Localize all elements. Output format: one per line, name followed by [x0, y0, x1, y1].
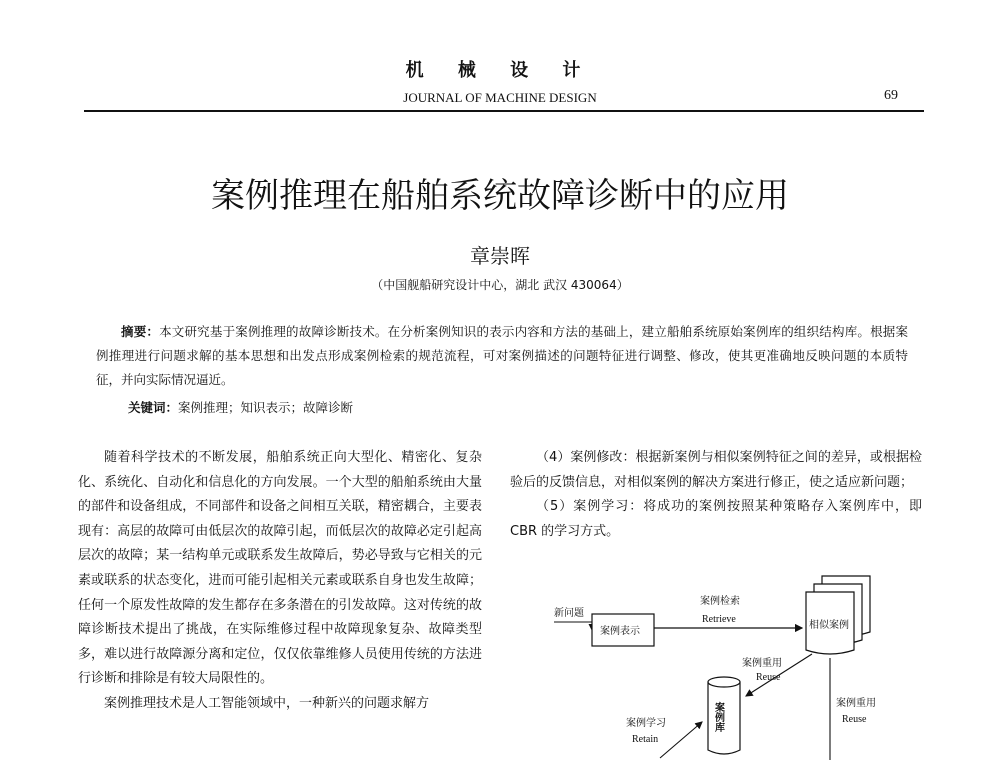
- retrieve-cn-label: 案例检索: [700, 596, 740, 607]
- cbr-cycle-diagram: [550, 570, 910, 760]
- page-number: 69: [884, 88, 898, 103]
- case-base-cylinder-top: [708, 677, 740, 687]
- case-representation-label: 案例表示: [600, 626, 640, 637]
- body-paragraph: （4）案例修改：根据新案例与相似案例特征之间的差异，或根据检验后的反馈信息，对相似案例的解决方案进行修正，使之适应新问题；: [510, 450, 922, 490]
- body-column-right: [510, 446, 922, 544]
- reuse-cn-label-2: 案例重用: [836, 698, 876, 709]
- keywords-label: 关键词：: [128, 400, 179, 415]
- abstract-text: 本文研究基于案例推理的故障诊断技术。在分析案例知识的表示内容和方法的基础上，建立船舶系统原始案例库的组织结构库。根据案例推理进行问题求解的基本思想和出发点形成案例检索的规范流程，可对案例描述的问题特征进行调整、修改，使其更准确地反映问题的本质特征，并向实际情况逼近。: [96, 324, 908, 387]
- reuse-cn-label-1: 案例重用: [742, 658, 782, 669]
- new-problem-label: 新问题: [554, 608, 584, 619]
- similar-case-label: 相似案例: [809, 620, 849, 631]
- abstract: [96, 320, 908, 392]
- journal-title-cn: 机 械 设 计: [405, 60, 595, 81]
- paper-title: 案例推理在船舶系统故障诊断中的应用: [211, 176, 789, 216]
- retain-arrow: [660, 722, 702, 758]
- body-column-left: [78, 446, 482, 717]
- keywords: [128, 398, 353, 416]
- retain-cn-label: 案例学习: [626, 718, 666, 729]
- journal-title-en: JOURNAL OF MACHINE DESIGN: [403, 90, 597, 105]
- retain-en-label: Retain: [632, 734, 659, 745]
- body-paragraph: 随着科学技术的不断发展，船舶系统正向大型化、精密化、复杂化、系统化、自动化和信息化的方向发展。一个大型的船舶系统由大量的部件和设备组成，不同部件和设备之间相互关联，精密耦合，主要表现有：高层的故障可由低层次的故障引起，而低层次的故障必定引起高层次的故障；某一结构单元或联系发生故障后，势必导致与它相关的元素或联系的状态变化，进而可能引起相关元素或联系自身也发生故障；任何一个原发性故障的发生都存在多条潜在的引发故障。这对传统的故障诊断技术提出了挑战，在实际维修过程中故障现象复杂、故障类型多，难以进行故障源分离和定位，仅仅依靠维修人员使用传统的方法进行诊断和排除是有较大局限性的。: [78, 450, 482, 687]
- author-affiliation: （中国舰船研究设计中心，湖北 武汉 430064）: [371, 278, 629, 292]
- retrieve-en-label: Retrieve: [702, 614, 736, 625]
- body-paragraph: 案例推理技术是人工智能领域中，一种新兴的问题求解方: [104, 695, 430, 711]
- reuse-en-label-2: Reuse: [842, 714, 867, 725]
- keywords-text: 案例推理；知识表示；故障诊断: [178, 400, 354, 415]
- body-paragraph: （5）案例学习：将成功的案例按照某种策略存入案例库中，即 CBR 的学习方式。: [510, 499, 922, 539]
- abstract-label: 摘要：: [121, 324, 160, 339]
- case-base-label: 案例库: [712, 702, 724, 732]
- header-rule: [84, 110, 924, 112]
- author-name: 章崇晖: [470, 244, 530, 268]
- reuse-en-label-1: Reuse: [756, 672, 781, 683]
